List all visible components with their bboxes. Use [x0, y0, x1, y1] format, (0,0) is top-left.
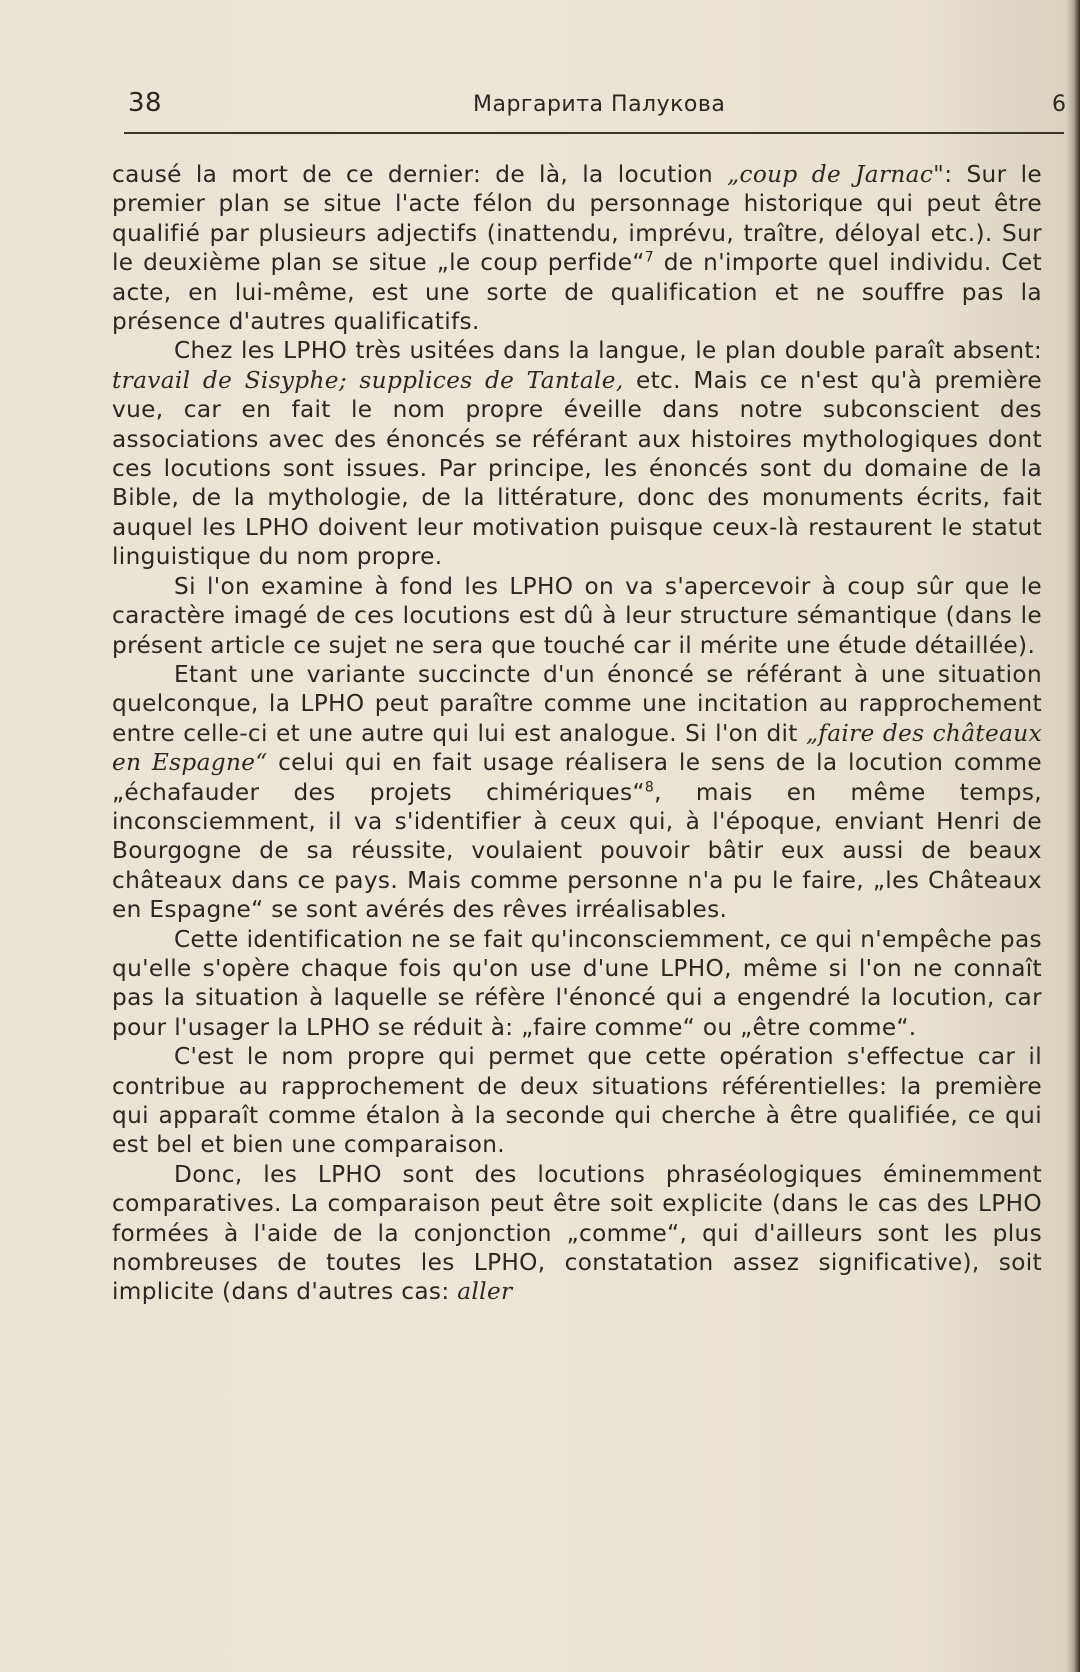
paragraph-7 — [112, 1160, 1042, 1307]
text-run: Si l'on examine à fond les LPHO on va s'apercevoir à coup sûr que le caractère imagé de ces locutions est dû à leur structure sémantique (dans le présent article ce sujet ne sera que touché car il mérite une étude détaillée). — [112, 572, 1042, 659]
italic-phrase: aller — [457, 1278, 513, 1306]
text-run: celui qui en fait usage réalisera le sens de la locution comme „échafauder des projets chimériques“ — [112, 749, 1042, 806]
footnote-ref: 7 — [644, 249, 654, 266]
text-run: etc. Mais ce n'est qu'à première vue, car en fait le nom propre éveille dans notre subconscient des associations avec des énoncés se référant aux histoires mythologiques dont ces locutions sont issues. Par principe, les énoncés sont du domaine de la Bible, de la mythologie, de la littérature, donc des monuments écrits, fait auquel les LPHO doivent leur motivation puisque ceux-là restaurent le statut linguistique du nom propre. — [112, 366, 1042, 571]
text-run: Chez les LPHO très usitées dans la langue, le plan double paraît absent: — [174, 337, 1042, 365]
body-text — [112, 160, 1042, 1307]
page-number: 38 — [128, 88, 163, 118]
book-spine-shadow — [1066, 0, 1080, 1672]
page-header — [128, 84, 1070, 128]
text-run: C'est le nom propre qui permet que cette opération s'effectue car il contribue au rapprochement de deux situations référentielles: la première qui apparaît comme étalon à la seconde qui cherche à être qualifiée, ce qui est bel et bien une comparaison. — [112, 1043, 1042, 1159]
text-run: causé la mort de ce dernier: de là, la locution — [112, 161, 728, 188]
paragraph-4 — [112, 660, 1042, 925]
text-run: Etant une variante succincte d'un énoncé se référant à une situation quelconque, la LPHO peut paraître comme une incitation au rapprochement entre celle-ci et une autre qui lui est analogue. Si l'on dit — [112, 660, 1042, 747]
paragraph-5 — [112, 925, 1042, 1043]
text-run: Cette identification ne se fait qu'inconsciemment, ce qui n'empêche pas qu'elle s'opère chaque fois qu'on use d'une LPHO, même si l'on ne connaît pas la situation à laquelle se réfère l'énoncé qui a engendré la locution, car pour l'usager la LPHO se réduit à: „faire comme“ ou „être comme“. — [112, 925, 1042, 1041]
running-title: Маргарита Палукова — [473, 92, 726, 117]
text-run: : Sur le premier plan se situe l'acte félon du personnage historique qui peut être qualifié par plusieurs adjectifs (inattendu, imprévu, traître, déloyal etc.). Sur le deuxième plan se situe „le coup perfide“ — [112, 161, 1043, 277]
text-run: Donc, les LPHO sont des locutions phraséologiques éminemment comparatives. La comparaison peut être soit explicite (dans le cas des LPHO formées à l'aide de la conjonction „comme“, qui d'ailleurs sont les plus nombreuses de toutes les LPHO, constatation assez significative), soit implicite (dans d'autres cas: — [112, 1160, 1042, 1306]
header-rule — [124, 132, 1064, 134]
side-mark: 6 — [1052, 92, 1066, 117]
paragraph-3 — [112, 572, 1042, 660]
paragraph-1 — [112, 160, 1042, 336]
text-run: , mais en même temps, inconsciemment, il va s'identifier à ceux qui, à l'époque, enviant Henri de Bourgogne de sa réussite, voulaient pouvoir bâtir eux aussi de beaux châteaux dans ce pays. Mais comme personne n'a pu le faire, „les Châteaux en Espagne“ se sont avérés des rêves irréalisables. — [112, 778, 1042, 924]
italic-phrase: „faire des châteaux en Espagne“ — [112, 719, 1042, 777]
footnote-ref: 8 — [644, 778, 655, 795]
italic-phrase: „coup de Jarnac" — [727, 161, 945, 188]
paragraph-6 — [112, 1042, 1042, 1160]
text-run: de n'importe quel individu. Cet acte, en lui-même, est une sorte de qualification et ne souffre pas la présence d'autres qualificatifs. — [112, 249, 1042, 336]
paragraph-2 — [112, 336, 1042, 571]
italic-phrase: travail de Sisyphe; supplices de Tantale, — [112, 366, 624, 394]
